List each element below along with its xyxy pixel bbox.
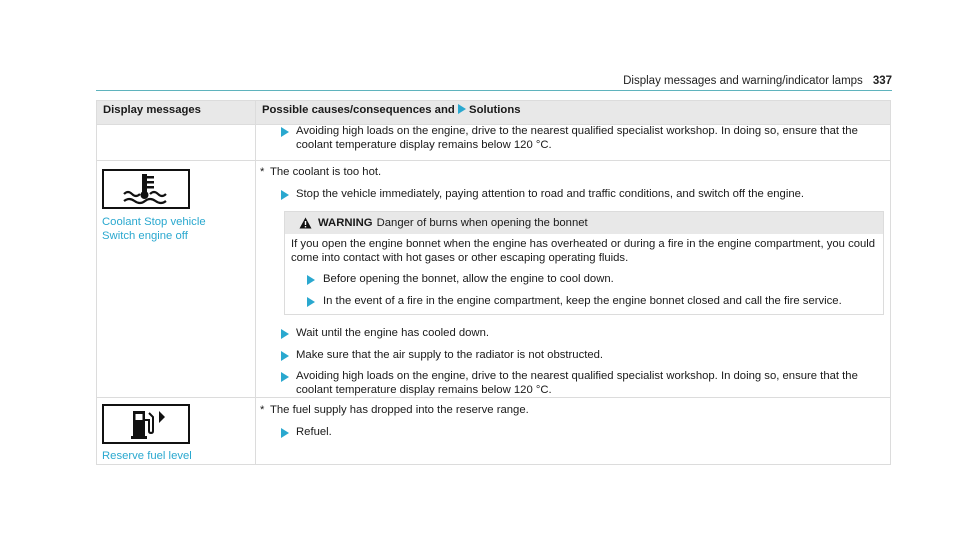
table-row xyxy=(97,161,891,398)
header-title: Display messages and warning/indicator lamps xyxy=(623,75,863,87)
table-row xyxy=(97,398,891,465)
fuel-pump-icon xyxy=(102,404,190,444)
row0-solution-cell xyxy=(256,125,891,161)
row0-message-cell xyxy=(97,125,256,161)
row1-message-cell xyxy=(97,161,256,398)
arrow-right-icon xyxy=(281,428,289,438)
row2-solution-cell xyxy=(256,398,891,465)
arrow-right-icon xyxy=(307,275,315,285)
col-header-causes-label: Possible causes/consequences and xyxy=(262,104,455,116)
col-header-solutions-label: Solutions xyxy=(469,104,521,116)
footnote-star: * xyxy=(260,166,265,178)
warning-text: If you open the engine bonnet when the engine has overheated or during a fire in the engine compartment, you could come into contact with hot gases or other escaping operating fluids. xyxy=(291,238,876,264)
cause-note xyxy=(256,404,890,418)
step-text: In the event of a fire in the engine compartment, keep the engine bonnet closed and call the fire service. xyxy=(323,294,842,307)
footnote-star: * xyxy=(260,404,265,416)
arrow-right-icon xyxy=(307,297,315,307)
warning-triangle-icon xyxy=(299,217,312,229)
cause-text: The coolant is too hot. xyxy=(270,166,382,178)
warning-header xyxy=(285,212,883,234)
solution-step xyxy=(256,426,890,440)
step-text: Avoiding high loads on the engine, drive to the nearest qualified specialist workshop. In doing so, ensure that the coolant temperature display remains below 120 °C. xyxy=(296,370,858,396)
step-text: Wait until the engine has cooled down. xyxy=(296,327,490,339)
display-messages-table xyxy=(96,100,891,465)
arrow-right-icon xyxy=(281,372,289,382)
solution-step xyxy=(256,125,890,152)
arrow-right-icon xyxy=(458,104,466,114)
page-header xyxy=(96,70,892,91)
arrow-right-icon xyxy=(281,329,289,339)
col-header-messages: Display messages xyxy=(97,101,256,125)
coolant-temperature-glyph xyxy=(104,171,188,207)
solution-step xyxy=(291,295,877,309)
warning-body xyxy=(285,234,883,314)
solution-step xyxy=(256,188,890,202)
fuel-pump-glyph xyxy=(104,406,188,442)
step-text: Refuel. xyxy=(296,425,332,438)
table-header-row xyxy=(97,101,891,125)
row1-solution-cell xyxy=(256,161,891,398)
col-header-causes xyxy=(256,101,891,125)
cause-note xyxy=(256,166,890,180)
warning-title: WARNING xyxy=(318,216,373,229)
page-number: 337 xyxy=(872,75,892,87)
solution-step xyxy=(291,273,877,287)
step-text: Before opening the bonnet, allow the engine to cool down. xyxy=(323,273,614,285)
step-text: Avoiding high loads on the engine, drive to the nearest qualified specialist workshop. In doing so, ensure that the coolant temperature display remains below 120 °C. xyxy=(296,125,858,151)
coolant-temperature-icon xyxy=(102,169,190,209)
solution-step xyxy=(256,349,890,363)
warning-box xyxy=(284,211,884,315)
table-row xyxy=(97,125,891,161)
arrow-right-icon xyxy=(281,190,289,200)
step-text: Stop the vehicle immediately, paying attention to road and traffic conditions, and switch off the engine. xyxy=(296,187,805,200)
fuel-caption: Reserve fuel level xyxy=(102,450,192,462)
arrow-right-icon xyxy=(281,351,289,361)
arrow-right-icon xyxy=(281,127,289,137)
solution-step xyxy=(256,370,890,397)
step-text: Make sure that the air supply to the radiator is not obstructed. xyxy=(296,348,604,361)
coolant-caption-line1: Coolant Stop vehicle xyxy=(102,216,206,228)
warning-subtitle: Danger of burns when opening the bonnet xyxy=(376,216,588,229)
solution-step xyxy=(256,327,890,341)
coolant-caption-line2: Switch engine off xyxy=(102,229,188,242)
row2-message-cell xyxy=(97,398,256,465)
cause-text: The fuel supply has dropped into the reserve range. xyxy=(270,404,529,416)
